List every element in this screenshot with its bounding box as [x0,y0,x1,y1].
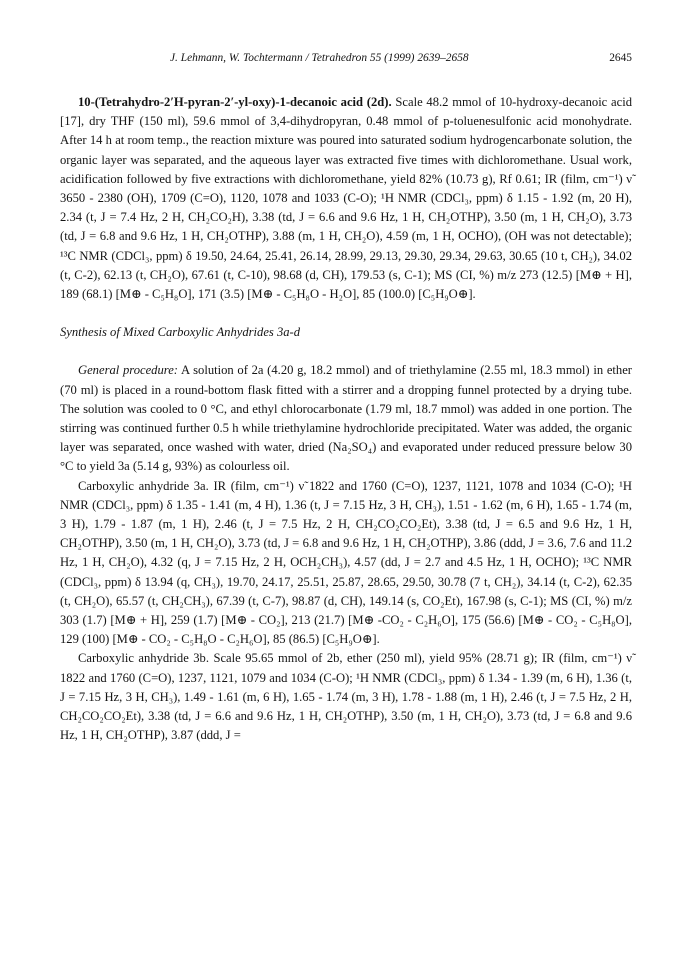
general-procedure-label: General procedure: [78,363,178,378]
paragraph-anhydride-3a: Carboxylic anhydride 3a. IR (film, cm⁻¹) ν̃ 1822 and 1760 (C=O), 1237, 1121, 1078 and 1034 (C-O); ¹H NMR (CDCl₃, ppm) δ 1.35 - 1.41 (m, 4 H), 1.36 (t, J = 7.15 Hz, 3 H, CH₃), 1.51 - 1.62 (m, 6 H), 1.65 - 1.74 (m, 3 H), 1.79 - 1.87 (m, 1 H), 2.46 (t, J = 7.5 Hz, 2 H, CH₂CO₂CO₂Et), 3.38 (td, J = 6.5 and 9.6 Hz, 1 H, CH₂OTHP), 3.50 (m, 1 H, CH₂O), 3.73 (td, J = 6.8 and 9.6 Hz, 1 H, CH₂OTHP), 3.86 (ddd, J = 3.6, 7.6 and 11.2 Hz, 1 H, CH₂O), 4.32 (q, J = 7.15 Hz, 2 H, OCH₂CH₃), 4.57 (dd, J = 2.7 and 4.5 Hz, 1 H, OCHO); ¹³C NMR (CDCl₃, ppm) δ 13.94 (q, CH₃), 19.70, 24.17, 25.51, 25.87, 28.65, 29.50, 30.78 (7 t, CH₂), 34.14 (t, C-2), 62.35 (t, CH₂O), 65.57 (t, CH₂CH₃), 67.39 (t, C-7), 98.87 (d, CH), 149.14 (s, CO₂Et), 167.98 (s, C-1); MS (CI, %) m/z 303 (1.7) [M⊕ + H], 259 (1.7) [M⊕ - CO₂], 213 (21.7) [M⊕ -CO₂ - C₂H₆O], 175 (56.6) [M⊕ - CO₂ - C₅H₈O], 129 (100) [M⊕ - CO₂ - C₅H₈O - C₂H₆O], 85 (86.5) [C₅H₉O⊕]. [60,478,632,647]
running-title: J. Lehmann, W. Tochtermann / Tetrahedron 55 (1999) 2639–2658 [170,52,469,64]
paragraph-compound-2d [60,93,632,304]
section-heading: Synthesis of Mixed Carboxylic Anhydrides 3a-d [60,325,301,340]
general-procedure-text: A solution of 2a (4.20 g, 18.2 mmol) and of triethylamine (2.55 ml, 18.3 mmol) in ether (70 ml) is placed in a round-bottom flask fitted with a stirrer and a dropping funnel protected by a drying tube. The solution was cooled to 0 °C, and ethyl chlorocarbonate (1.79 ml, 18.7 mmol) was added in one portion. The stirring was continued further 0.5 h while triethylamine hydrochloride precipitated. Water was added, the organic layer was separated, once washed with water, dried (Na₂SO₄) and evaporated under reduced pressure below 30 °C to yield 3a (5.14 g, 93%) as colourless oil. [60,363,632,474]
compound-2d-name: 10-(Tetrahydro-2′H-pyran-2′-yl-oxy)-1-decanoic acid (2d). [78,95,392,109]
running-header [60,52,632,68]
page-body [60,93,632,746]
compound-2d-text: Scale 48.2 mmol of 10-hydroxy-decanoic acid [17], dry THF (150 ml), 59.6 mmol of 3,4-dihydropyran, 0.48 mmol of p-toluenesulfonic acid monohydrate. After 14 h at room temp., the reaction mixture was poured into saturated sodium hydrogencarbonate solution, the organic layer was separated, and the aqueous layer was extracted five times with dichloromethane. Usual work, acidification followed by five extractions with dichloromethane, yield 82% (10.73 g), Rf 0.61; IR (film, cm⁻¹) ν̃ 3650 - 2380 (OH), 1709 (C=O), 1120, 1078 and 1033 (C-O); ¹H NMR (CDCl₃, ppm) δ 1.15 - 1.92 (m, 20 H), 2.34 (t, J = 7.4 Hz, 2 H, CH₂CO₂H), 3.38 (td, J = 6.6 and 9.6 Hz, 1 H, CH₂OTHP), 3.50 (m, 1 H, CH₂O), 3.73 (td, J = 6.8 and 9.6 Hz, 1 H, CH₂OTHP), 3.88 (m, 1 H, CH₂O), 4.59 (m, 1 H, OCHO), (OH was not detectable); ¹³C NMR (CDCl₃, ppm) δ 19.50, 24.64, 25.41, 26.14, 28.99, 29.13, 29.30, 29.34, 29.63, 30.65 (10 t, CH₂), 34.02 (t, C-2), 62.13 (t, CH₂O), 67.61 (t, C-10), 98.68 (d, CH), 179.53 (s, C-1); MS (CI, %) m/z 273 (12.5) [M⊕ + H], 189 (68.1) [M⊕ - C₅H₈O], 171 (3.5) [M⊕ - C₅H₈O - H₂O], 85 (100.0) [C₅H₉O⊕]. [60,95,632,302]
paragraph-anhydride-3b: Carboxylic anhydride 3b. Scale 95.65 mmol of 2b, ether (250 ml), yield 95% (28.71 g); IR (film, cm⁻¹) ν̃ 1822 and 1760 (C=O), 1237, 1121, 1079 and 1034 (C-O); ¹H NMR (CDCl₃, ppm) δ 1.34 - 1.39 (m, 6 H), 1.36 (t, J = 7.15 Hz, 3 H, CH₃), 1.49 - 1.61 (m, 6 H), 1.65 - 1.74 (m, 3 H), 1.78 - 1.88 (m, 1 H), 2.46 (t, J = 7.5 Hz, 2 H, CH₂CO₂CO₂Et), 3.38 (td, J = 6.6 and 9.6 Hz, 1 H, CH₂OTHP), 3.50 (m, 1 H, CH₂O), 3.73 (td, J = 6.8 and 9.6 Hz, 1 H, CH₂OTHP), 3.87 (ddd, J = [60,651,632,743]
page-number: 2645 [609,52,632,64]
paragraph-general-procedure [60,361,632,476]
